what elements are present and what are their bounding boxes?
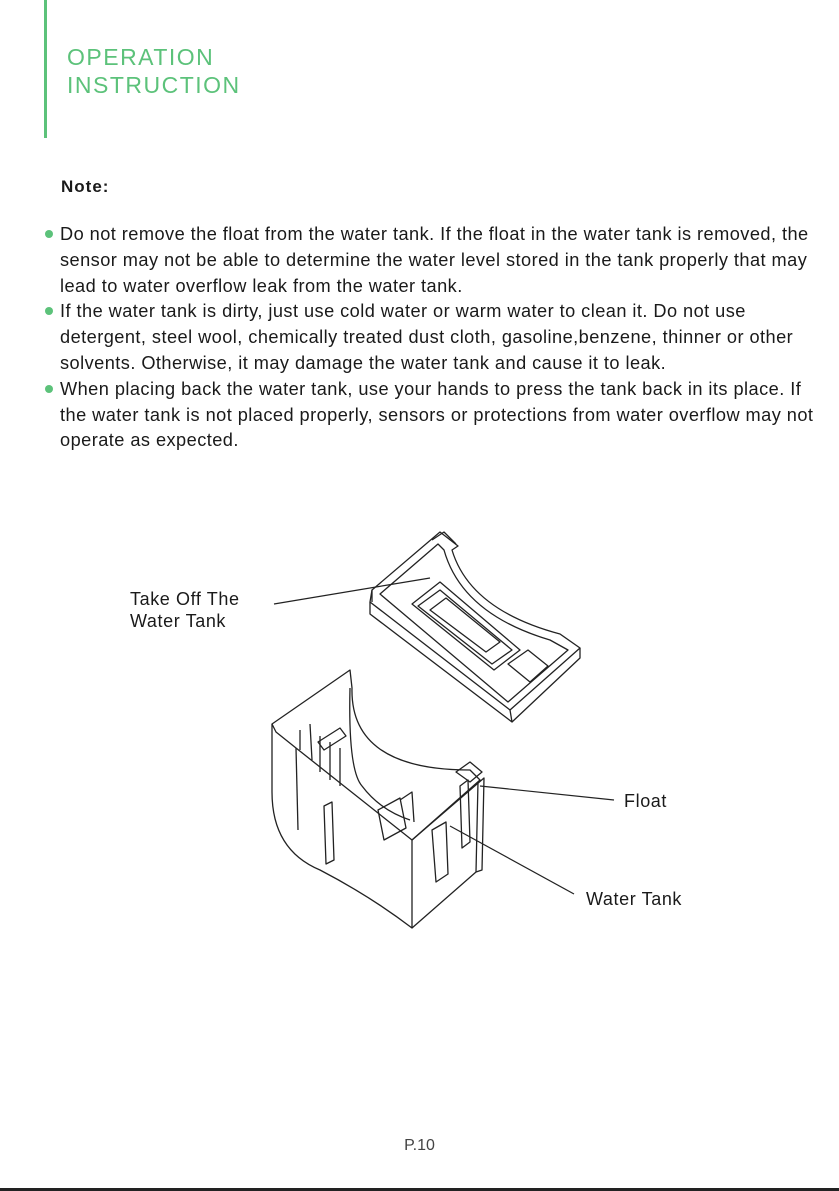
label-water-tank: Water Tank [586, 889, 683, 909]
title-line-2: INSTRUCTION [67, 72, 241, 98]
label-take-off-line-1: Take Off The [130, 589, 240, 609]
note-text: Do not remove the float from the water tank. If the float in the water tank is removed, the sensor may not be able to determine the water level stored in the tank properly that may lead to water overflow leak from the water tank. [60, 224, 809, 296]
leader-float [480, 786, 614, 800]
page-number: P.10 [404, 1137, 435, 1154]
notes-list [42, 222, 832, 454]
bullet-icon [45, 385, 53, 393]
label-take-off-water-tank [130, 588, 240, 632]
note-text: When placing back the water tank, use your hands to press the tank back in its place. If the water tank is not placed properly, sensors or protections from water overflow may not operate as expected. [60, 378, 814, 451]
bullet-icon [45, 230, 53, 238]
title-line-1: OPERATION [67, 44, 215, 70]
note-item [42, 377, 832, 454]
accent-rule [44, 0, 47, 138]
note-heading: Note: [61, 177, 110, 196]
float-lid-drawing [370, 532, 580, 722]
note-item [42, 222, 832, 299]
label-float: Float [624, 791, 668, 811]
leader-water-tank [450, 826, 574, 894]
water-tank-diagram [0, 510, 839, 960]
page-title [67, 43, 241, 99]
note-text: If the water tank is dirty, just use cold water or warm water to clean it. Do not use detergent, steel wool, chemically treated dust cloth, gasoline,benzene, thinner or other solvents. Otherwise, it may damage the water tank and cause it to leak. [60, 301, 794, 373]
label-take-off-line-2: Water Tank [130, 611, 227, 631]
bullet-icon [45, 307, 53, 315]
note-item [42, 299, 832, 376]
water-tank-illustration [0, 510, 839, 960]
water-tank-drawing [272, 670, 484, 928]
